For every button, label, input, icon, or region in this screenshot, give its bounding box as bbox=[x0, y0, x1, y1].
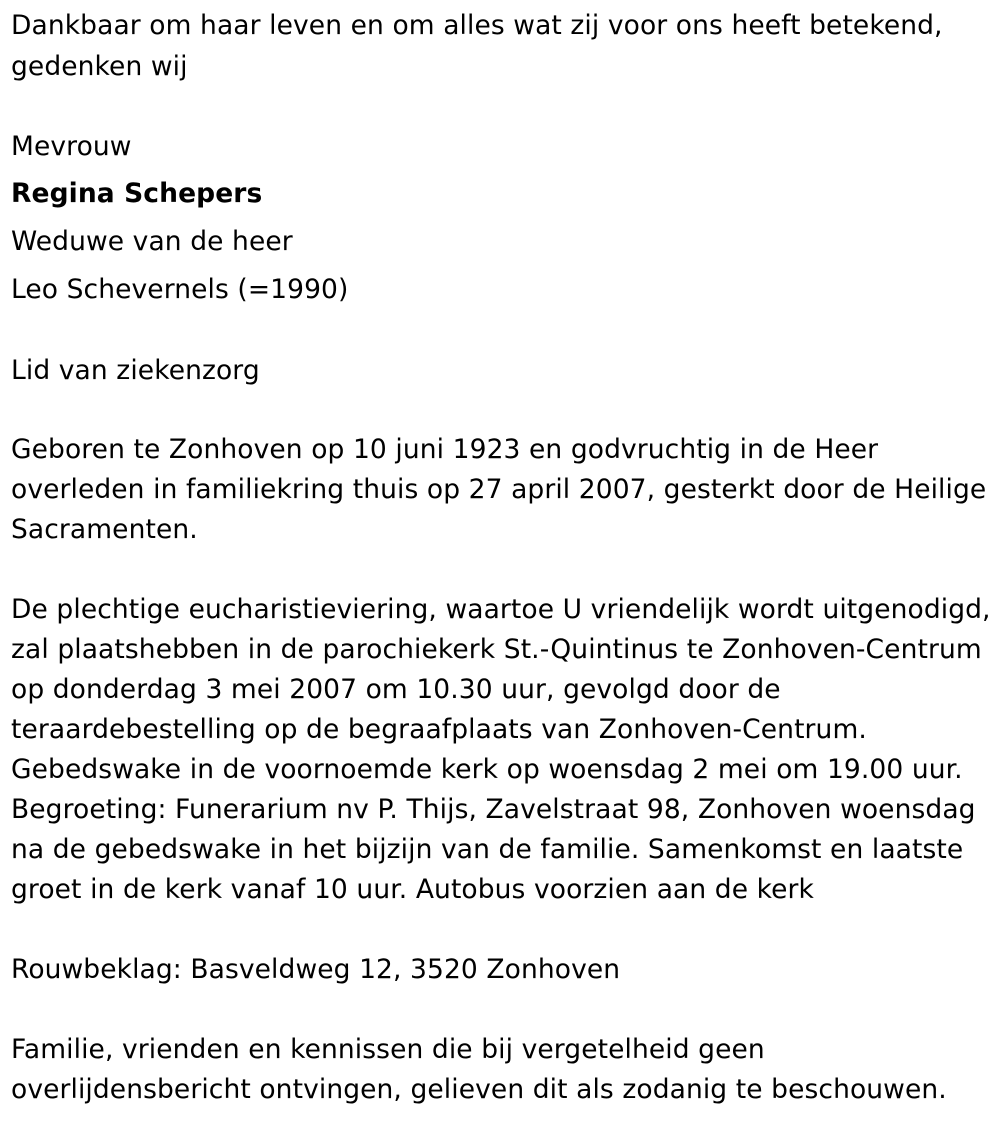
ceremony-line-1: De plechtige eucharistieviering, waartoe U vriendelijk wordt uitgenodigd, bbox=[11, 594, 991, 625]
birth-death-line-3: Sacramenten. bbox=[11, 514, 198, 545]
ceremony-line-4: teraardebestelling op de begraafplaats van Zonhoven-Centrum. bbox=[11, 714, 867, 745]
ceremony-line-8: groet in de kerk vanaf 10 uur. Autobus voorzien aan de kerk bbox=[11, 874, 814, 905]
ceremony-line-5: Gebedswake in de voornoemde kerk op woensdag 2 mei om 19.00 uur. bbox=[11, 754, 963, 785]
notice-line-1: Familie, vrienden en kennissen die bij vergetelheid geen bbox=[11, 1034, 765, 1065]
notice-line-2: overlijdensbericht ontvingen, gelieven dit als zodanig te beschouwen. bbox=[11, 1074, 947, 1105]
deceased-name: Regina Schepers bbox=[11, 178, 263, 209]
ceremony-line-2: zal plaatshebben in de parochiekerk St.-Quintinus te Zonhoven-Centrum bbox=[11, 634, 982, 665]
intro-line-2: gedenken wij bbox=[11, 51, 188, 82]
birth-death-line-2: overleden in familiekring thuis op 27 april 2007, gesterkt door de Heilige bbox=[11, 474, 987, 505]
birth-death-line-1: Geboren te Zonhoven op 10 juni 1923 en godvruchtig in de Heer bbox=[11, 434, 879, 465]
intro-line-1: Dankbaar om haar leven en om alles wat zij voor ons heeft betekend, bbox=[11, 10, 943, 41]
ceremony-line-3: op donderdag 3 mei 2007 om 10.30 uur, gevolgd door de bbox=[11, 674, 781, 705]
condolence-address: Rouwbeklag: Basveldweg 12, 3520 Zonhoven bbox=[11, 954, 621, 985]
ceremony-line-6: Begroeting: Funerarium nv P. Thijs, Zavelstraat 98, Zonhoven woensdag bbox=[11, 794, 976, 825]
deceased-title: Mevrouw bbox=[11, 131, 132, 162]
spouse-name: Leo Schevernels (=1990) bbox=[11, 274, 349, 305]
membership: Lid van ziekenzorg bbox=[11, 355, 260, 386]
widow-of: Weduwe van de heer bbox=[11, 226, 293, 257]
ceremony-line-7: na de gebedswake in het bijzijn van de familie. Samenkomst en laatste bbox=[11, 834, 964, 865]
